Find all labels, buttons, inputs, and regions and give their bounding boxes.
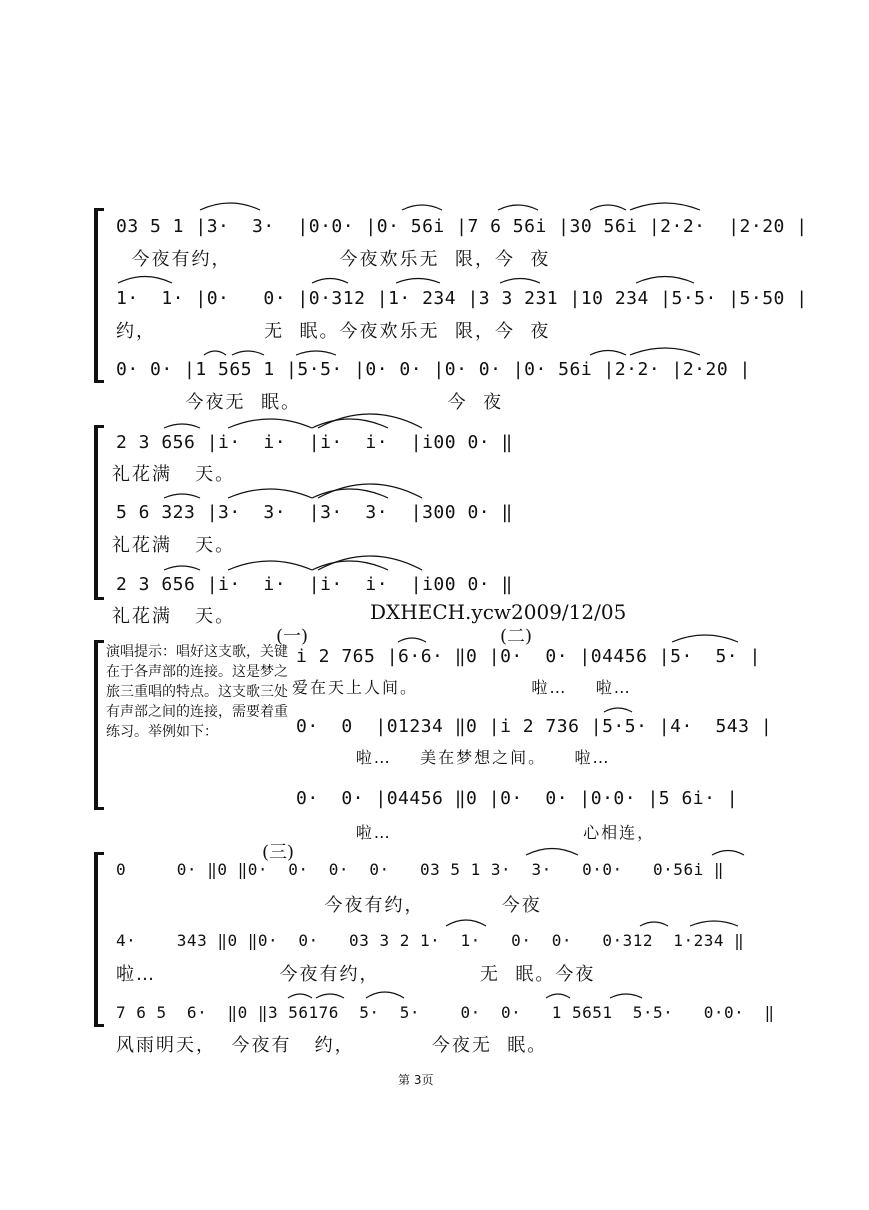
system-2-part-3-notes: 2 3 656 |i· i· |i· i· |i00 0· ‖ (116, 574, 513, 595)
system-3-part-2-lyrics: 啦… 美在梦想之间。 啦… (292, 748, 611, 767)
system-4-part-1-notes: 0 0· ‖0 ‖0· 0· 0· 0· 03 5 1 3· 3· 0·0· 0·56i ‖ (116, 860, 724, 879)
system-4-part-2-lyrics: 啦… 今夜有约， 无 眠。今夜 (116, 964, 596, 985)
system-2-part-1-lyrics: 礼花满 天。 (112, 464, 236, 485)
system-3-part-3-lyrics: 啦… 心相连， (292, 823, 656, 842)
system-2-bracket (94, 425, 98, 600)
system-3-part-1-notes: i 2 765 |6·6· ‖0 |0· 0· |04456 |5· 5· | (296, 646, 761, 667)
system-1-bracket (94, 208, 98, 383)
system-2-part-2-notes: 5 6 323 |3· 3· |3· 3· |300 0· ‖ (116, 502, 513, 523)
system-4-part-3-lyrics: 风雨明天， 今夜有 约， 今夜无 眠。 (116, 1035, 548, 1056)
system-4-bracket (94, 852, 98, 1027)
singing-tip: 演唱提示：唱好这支歌，关键在于各声部的连接。这是梦之旅三重唱的特点。这支歌三处有声部之间的连接，需要着重练习。举例如下： (106, 644, 288, 740)
system-3-part-1-lyrics: 爱在天上人间。 啦… 啦… (292, 678, 632, 697)
system-4-part-2-notes: 4· 343 ‖0 ‖0· 0· 03 3 2 1· 1· 0· 0· 0·312 1·234 ‖ (116, 931, 745, 950)
system-2-part-3-lyrics: 礼花满 天。 (112, 606, 236, 627)
system-2-part-1-notes: 2 3 656 |i· i· |i· i· |i00 0· ‖ (116, 432, 513, 453)
system-3-part-3-notes: 0· 0· |04456 ‖0 |0· 0· |0·0· |5 6i· | (296, 788, 739, 809)
section-label-one: (一) (276, 626, 309, 647)
section-label-two: (二) (500, 626, 533, 647)
section-label-three: (三) (262, 842, 295, 863)
system-4-part-3-notes: 7 6 5 6· ‖0 ‖3 56176 5· 5· 0· 0· 1 5651 5·5· 0·0· ‖ (116, 1003, 775, 1022)
system-3-bracket (94, 640, 98, 810)
system-3-part-2-notes: 0· 0 |01234 ‖0 |i 2 736 |5·5· |4· 543 | (296, 716, 773, 737)
page-number: 第 3页 (398, 1073, 434, 1087)
system-1-part-3-lyrics: 今夜无 眠。 今 夜 (116, 392, 504, 413)
system-4-part-1-lyrics: 今夜有约， 今夜 (116, 895, 542, 916)
system-1-part-1-notes: 03 5 1 |3· 3· |0·0· |0· 56i |7 6 56i |30 56i |2·2· |2·20 | (116, 216, 808, 237)
system-1-part-1-lyrics: 今夜有约， 今夜欢乐无 限，今 夜 (116, 249, 551, 270)
system-1-part-3-notes: 0· 0· |1 565 1 |5·5· |0· 0· |0· 0· |0· 56i |2·2· |2·20 | (116, 359, 751, 380)
system-1-part-2-lyrics: 约， 无 眠。今夜欢乐无 限，今 夜 (116, 321, 551, 342)
system-1-part-2-notes: 1· 1· |0· 0· |0·312 |1· 234 |3 3 231 |10 234 |5·5· |5·50 | (116, 288, 808, 309)
watermark: DXHECH.ycw2009/12/05 (370, 600, 627, 624)
system-2-part-2-lyrics: 礼花满 天。 (112, 535, 236, 556)
